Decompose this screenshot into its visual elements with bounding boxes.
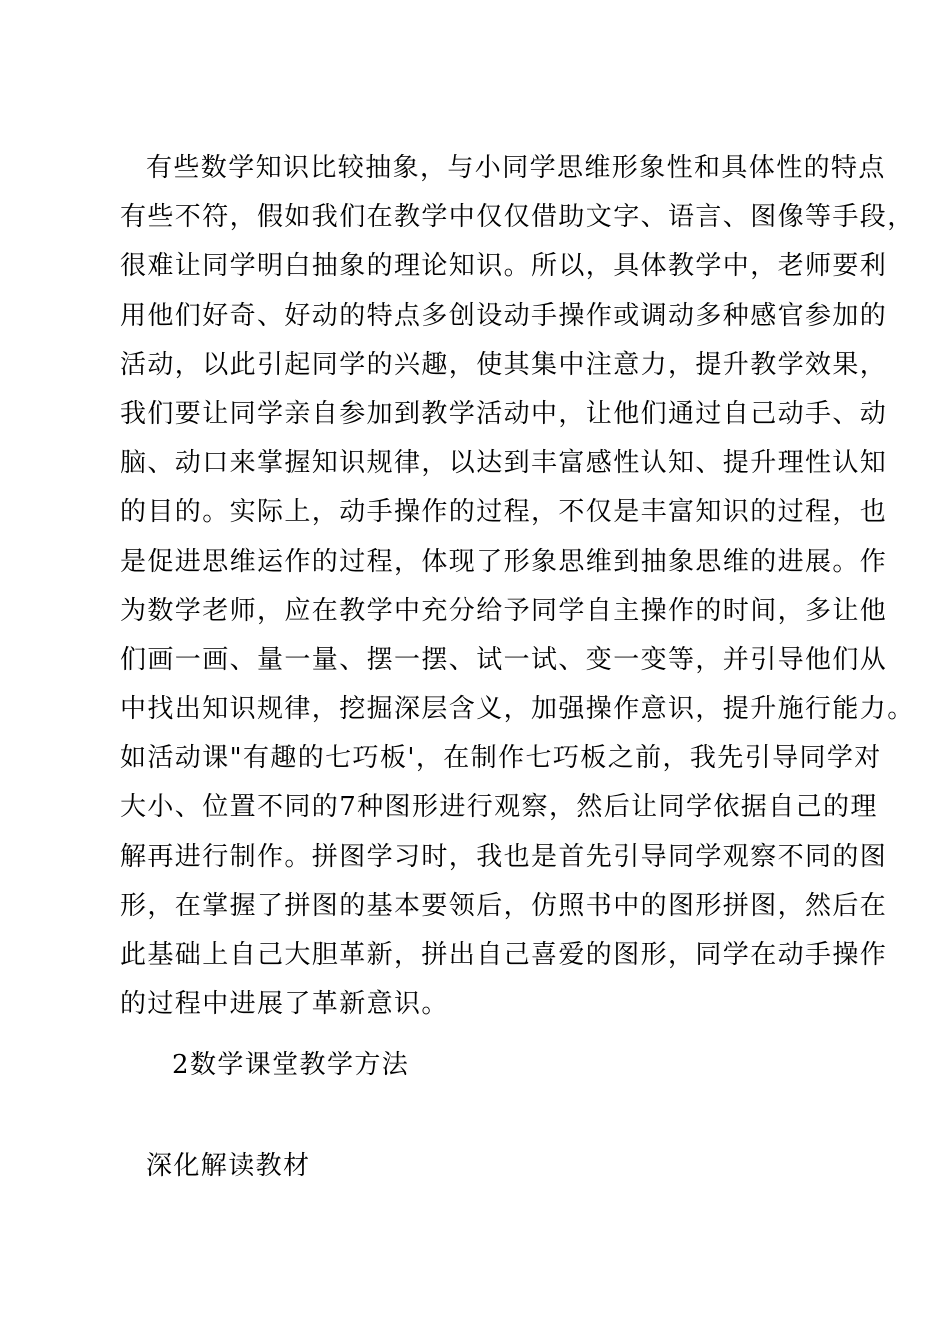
paragraph-line: 有些数学知识比较抽象，与小同学思维形象性和具体性的特点 bbox=[146, 153, 886, 183]
section-heading: 2数学课堂教学方法 bbox=[172, 1050, 410, 1080]
paragraph-line: 活动，以此引起同学的兴趣，使其集中注意力，提升教学效果， bbox=[120, 349, 888, 380]
paragraph-line: 用他们好奇、好动的特点多创设动手操作或调动多种感官参加的 bbox=[120, 300, 888, 331]
paragraph-line: 的过程中进展了革新意识。 bbox=[120, 989, 449, 1020]
paragraph-line: 如活动课"有趣的七巧板'，在制作七巧板之前，我先引导同学对 bbox=[120, 743, 882, 774]
paragraph-line: 有些不符，假如我们在教学中仅仅借助文字、语言、图像等手段， bbox=[120, 202, 915, 233]
paragraph-line: 是促进思维运作的过程，体现了形象思维到抽象思维的进展。作 bbox=[120, 546, 888, 577]
paragraph-line: 此基础上自己大胆革新，拼出自己喜爱的图形，同学在动手操作 bbox=[120, 940, 888, 970]
paragraph-line: 的目的。实际上，动手操作的过程，不仅是丰富知识的过程，也 bbox=[120, 497, 888, 528]
body-paragraph bbox=[120, 150, 915, 1035]
paragraph-line: 为数学老师，应在教学中充分给予同学自主操作的时间，多让他 bbox=[120, 595, 888, 626]
paragraph-line: 形，在掌握了拼图的基本要领后，仿照书中的图形拼图，然后在 bbox=[120, 890, 888, 921]
paragraph-line: 很难让同学明白抽象的理论知识。所以，具体教学中，老师要利 bbox=[120, 251, 888, 282]
paragraph-line: 中找出知识规律，挖掘深层含义，加强操作意识，提升施行能力。 bbox=[120, 694, 915, 725]
paragraph-line: 脑、动口来掌握知识规律，以达到丰富感性认知、提升理性认知 bbox=[120, 448, 888, 479]
paragraph-line: 大小、位置不同的7种图形进行观察，然后让同学依据自己的理 bbox=[120, 792, 878, 823]
paragraph-line: 解再进行制作。拼图学习时，我也是首先引导同学观察不同的图 bbox=[120, 841, 888, 872]
paragraph-line: 我们要让同学亲自参加到教学活动中，让他们通过自己动手、动 bbox=[120, 398, 888, 429]
subheading: 深化解读教材 bbox=[146, 1151, 311, 1181]
paragraph-line: 们画一画、量一量、摆一摆、试一试、变一变等，并引导他们从 bbox=[120, 644, 888, 675]
